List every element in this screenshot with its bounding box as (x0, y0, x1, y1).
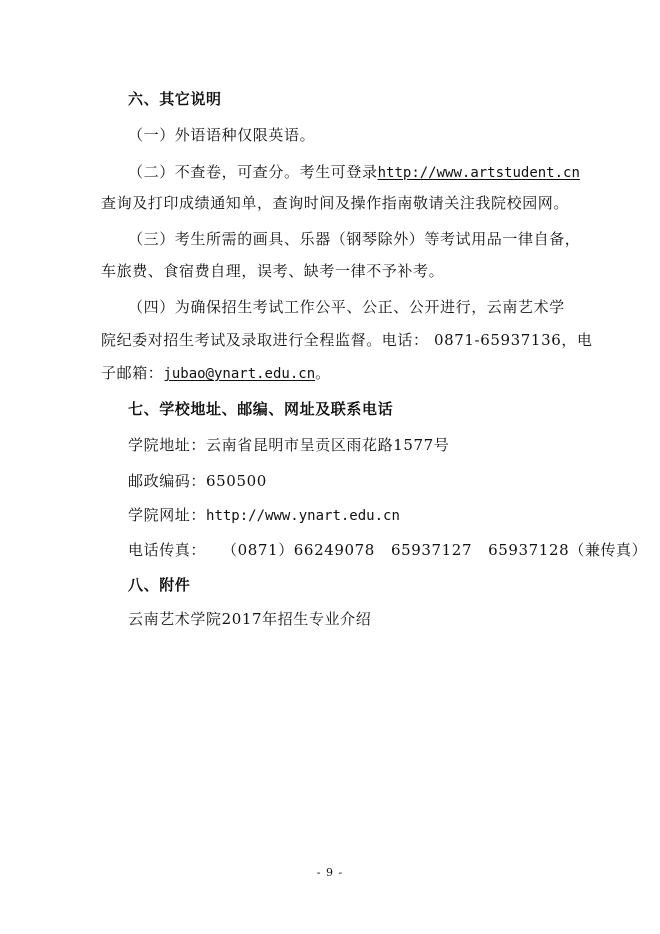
website-label: 学院网址： (128, 506, 207, 524)
website-line (128, 505, 660, 526)
section-heading-attachment: 八、附件 (128, 576, 191, 594)
paragraph-score-query-cont: 查询及打印成绩通知单，查询时间及操作指南敬请关注我院校园网。 (101, 194, 570, 212)
address-line (128, 435, 660, 455)
artstudent-link[interactable]: http://www.artstudent.cn (377, 165, 580, 181)
phone-fax: 65937128（兼传真） (488, 541, 648, 559)
paragraph-supplies-line1: （三）考生所需的画具、乐器（钢琴除外）等考试用品一律自备， (128, 230, 581, 248)
email-suffix: 。 (315, 364, 331, 382)
paragraph-supervision-line1: （四）为确保招生考试工作公平、公正、公开进行，云南艺术学 (128, 298, 565, 316)
attachment-item: 云南艺术学院2017年招生专业介绍 (128, 610, 372, 628)
paragraph-supplies-line2: 车旅费、食宿费自理，误考、缺考一律不予补考。 (101, 262, 445, 280)
email-link[interactable]: jubao@ynart.edu.cn (163, 366, 316, 382)
address-value: 云南省昆明市呈贡区雨花路1577号 (206, 436, 450, 454)
paragraph-score-query (128, 162, 660, 183)
section-heading-other: 六、其它说明 (128, 90, 222, 108)
website-value[interactable]: http://www.ynart.edu.cn (206, 508, 400, 524)
phone-main: （0871）66249078 (222, 541, 375, 559)
page-number: - 9 - (316, 866, 344, 879)
zip-label: 邮政编码： (128, 472, 207, 490)
score-query-text: （二）不查卷，可查分。考生可登录 (128, 163, 378, 181)
paragraph-supervision-line3 (101, 363, 660, 384)
paragraph-supervision-line2: 院纪委对招生考试及录取进行全程监督。电话： 0871-65937136，电 (101, 331, 593, 349)
address-label: 学院地址： (128, 436, 207, 454)
section-heading-contact: 七、学校地址、邮编、网址及联系电话 (128, 400, 394, 418)
zip-line (128, 471, 660, 491)
phone-line (128, 540, 660, 560)
paragraph-language: （一）外语语种仅限英语。 (128, 126, 316, 144)
email-label: 子邮箱： (101, 364, 164, 382)
phone-second: 65937127 (390, 541, 473, 559)
phone-label: 电话传真： (128, 541, 207, 559)
zip-value: 650500 (206, 472, 267, 490)
